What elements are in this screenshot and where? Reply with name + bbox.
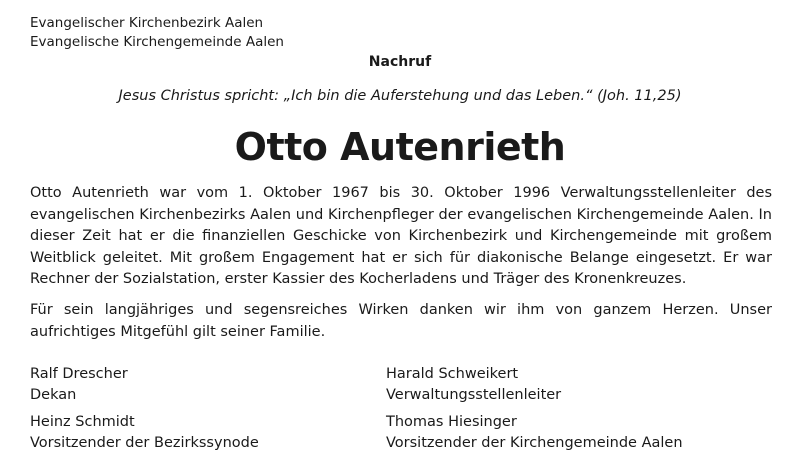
- signatory-name: Heinz Schmidt: [30, 414, 135, 430]
- bible-quote: Jesus Christus spricht: „Ich bin die Auferstehung und das Leben.“ (Joh. 11,25): [118, 88, 682, 104]
- organization-line-2: Evangelische Kirchengemeinde Aalen: [30, 34, 284, 50]
- signatory-title: Vorsitzender der Kirchengemeinde Aalen: [386, 435, 683, 451]
- obituary-paragraph-1: Otto Autenrieth war vom 1. Oktober 1967 bis 30. Oktober 1996 Verwaltungsstellenleiter des evangelischen Kirchenbezirks Aalen und Kirchenpfleger der evangelischen Kirchengemeinde Aalen. In dieser Zeit hat er die finanziellen Geschicke von Kirchenbezirk und Kirchengemeinde mit großem Weitblick geleitet. Mit großem Engagement hat er sich für diakonische Belange eingesetzt. Er war Rechner der Sozialstation, erster Kassier des Kocherladens und Träger des Kronenkreuzes.: [30, 185, 772, 287]
- notice-heading: Nachruf: [368, 54, 432, 70]
- organization-line-1: Evangelischer Kirchenbezirk Aalen: [30, 15, 264, 31]
- deceased-name: Otto Autenrieth: [234, 125, 566, 169]
- signatory-name: Thomas Hiesinger: [386, 414, 517, 430]
- signatory-name: Harald Schweikert: [386, 366, 519, 382]
- signatory-title: Dekan: [30, 387, 77, 403]
- signatory-title: Vorsitzender der Bezirkssynode: [30, 435, 259, 451]
- signatory-name: Ralf Drescher: [30, 366, 128, 382]
- obituary-paragraph-2: Für sein langjähriges und segensreiches Wirken danken wir ihm von ganzem Herzen. Unser aufrichtiges Mitgefühl gilt seiner Familie.: [30, 302, 772, 340]
- signatory-title: Verwaltungsstellenleiter: [386, 387, 562, 403]
